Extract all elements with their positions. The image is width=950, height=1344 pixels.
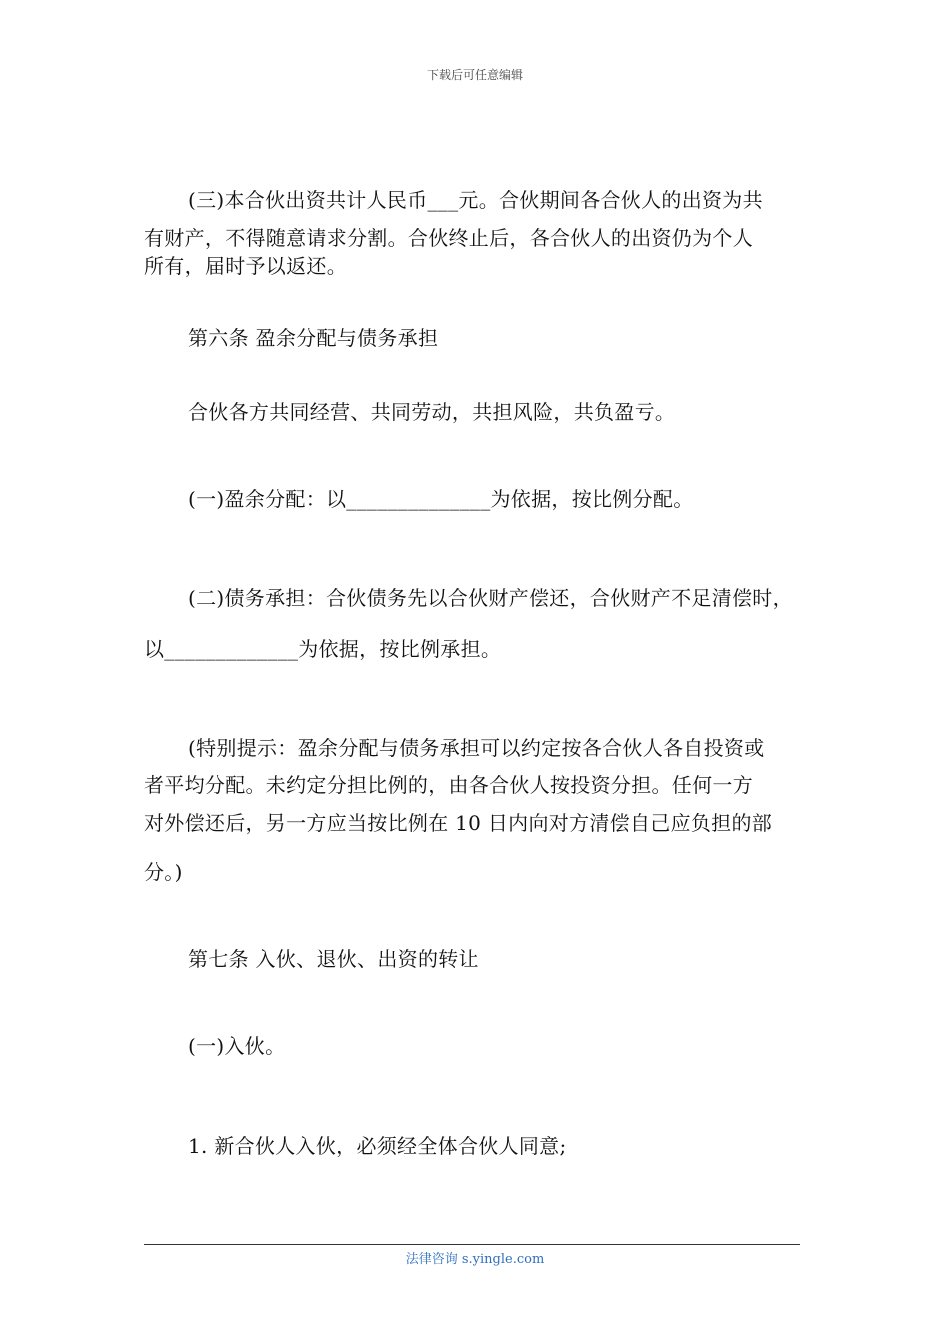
paragraph-line: 对外偿还后，另一方应当按比例在 10 日内向对方清偿自己应负担的部 <box>144 811 773 835</box>
paragraph-line: 者平均分配。未约定分担比例的，由各合伙人按投资分担。任何一方 <box>144 773 753 797</box>
paragraph-line: (二)债务承担：合伙债务先以合伙财产偿还，合伙财产不足清偿时， <box>188 586 793 610</box>
paragraph-line: 所有，届时予以返还。 <box>144 254 347 278</box>
footer-divider <box>144 1244 800 1245</box>
paragraph-line: (特别提示：盈余分配与债务承担可以约定按各合伙人各自投资或 <box>188 736 765 760</box>
paragraph-line: 有财产，不得随意请求分割。合伙终止后，各合伙人的出资仍为个人 <box>144 226 753 250</box>
footer-link[interactable]: 法律咨询 s.yingle.com <box>405 1252 545 1267</box>
page-header: 下载后可任意编辑 <box>426 68 523 82</box>
paragraph-line: (一)盈余分配：以______________为依据，按比例分配。 <box>188 487 694 511</box>
section-heading: 第六条 盈余分配与债务承担 <box>188 326 439 350</box>
paragraph-line: 分。) <box>144 860 183 884</box>
paragraph-line: 1. 新合伙人入伙，必须经全体合伙人同意; <box>188 1134 567 1158</box>
section-heading: 第七条 入伙、退伙、出资的转让 <box>188 947 479 971</box>
paragraph-line: (一)入伙。 <box>188 1034 286 1058</box>
paragraph-line: 合伙各方共同经营、共同劳动，共担风险，共负盈亏。 <box>188 400 676 424</box>
paragraph-line: (三)本合伙出资共计人民币___元。合伙期间各合伙人的出资为共 <box>188 188 763 212</box>
paragraph-line: 以_____________为依据，按比例承担。 <box>144 637 502 661</box>
